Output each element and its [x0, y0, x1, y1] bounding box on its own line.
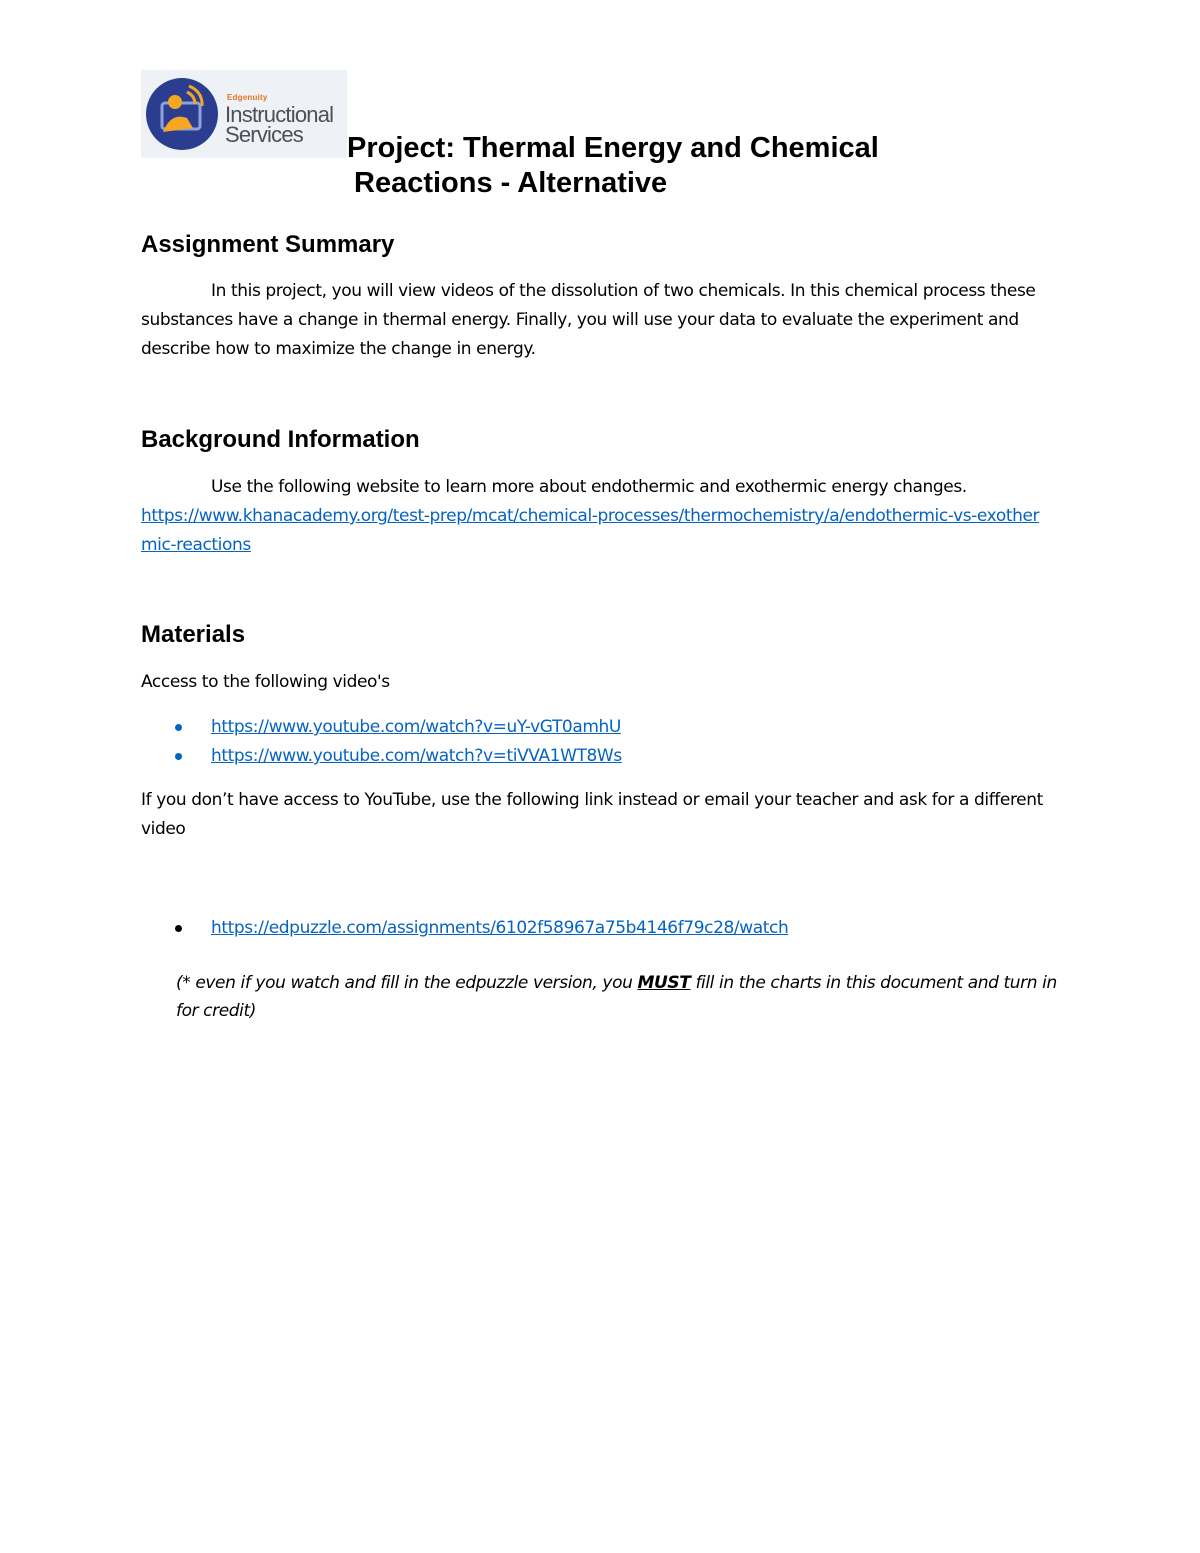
credit-note: [176, 969, 1076, 1025]
page-title: [347, 131, 1047, 201]
materials-heading: Materials: [141, 621, 246, 648]
note-emphasis: MUST: [637, 973, 691, 993]
bullet-icon: [175, 925, 182, 932]
logo-text-line2: Services: [225, 122, 303, 147]
khan-academy-link[interactable]: https://www.khanacademy.org/test-prep/mcat/chemical-processes/thermochemistry/a/endothermic-vs-exothermic-reactions: [141, 506, 1040, 555]
logo-brand-small: Edgenuity: [227, 93, 268, 102]
background-heading: Background Information: [141, 426, 420, 453]
edpuzzle-list: [141, 914, 788, 943]
video-list: [141, 713, 622, 771]
background-text: Use the following website to learn more about endothermic and exothermic energy changes.: [211, 477, 967, 497]
summary-heading: Assignment Summary: [141, 231, 395, 258]
note-before: (* even if you watch and fill in the edpuzzle version, you: [176, 973, 638, 993]
title-line2: Reactions - Alternative: [354, 167, 668, 199]
edpuzzle-link[interactable]: https://edpuzzle.com/assignments/6102f58967a75b4146f79c28/watch: [211, 918, 789, 938]
note-after: fill in the charts in this document and turn in for credit): [176, 973, 1057, 1021]
summary-text: In this project, you will view videos of the dissolution of two chemicals. In this chemical process these substances have a change in thermal energy. Finally, you will use your data to evaluate the experiment and describe how to maximize the change in energy.: [141, 281, 1036, 359]
materials-intro: Access to the following video's: [141, 672, 390, 692]
youtube-link-2[interactable]: https://www.youtube.com/watch?v=tiVVA1WT8Ws: [211, 746, 622, 766]
list-item: [141, 742, 622, 771]
youtube-link-1[interactable]: https://www.youtube.com/watch?v=uY-vGT0amhU: [211, 717, 621, 737]
background-link-paragraph: [141, 502, 1051, 560]
list-item: [141, 914, 788, 943]
edgenuity-logo: [141, 70, 347, 158]
bullet-icon: [175, 753, 182, 760]
bullet-icon: [175, 724, 182, 731]
logo-text-line1: Instructional: [225, 102, 334, 127]
youtube-alternative-text: If you don’t have access to YouTube, use the following link instead or email your teacher and ask for a different video: [141, 790, 1043, 839]
title-line1: Project: Thermal Energy and Chemical: [347, 132, 879, 164]
list-item: [141, 713, 622, 742]
